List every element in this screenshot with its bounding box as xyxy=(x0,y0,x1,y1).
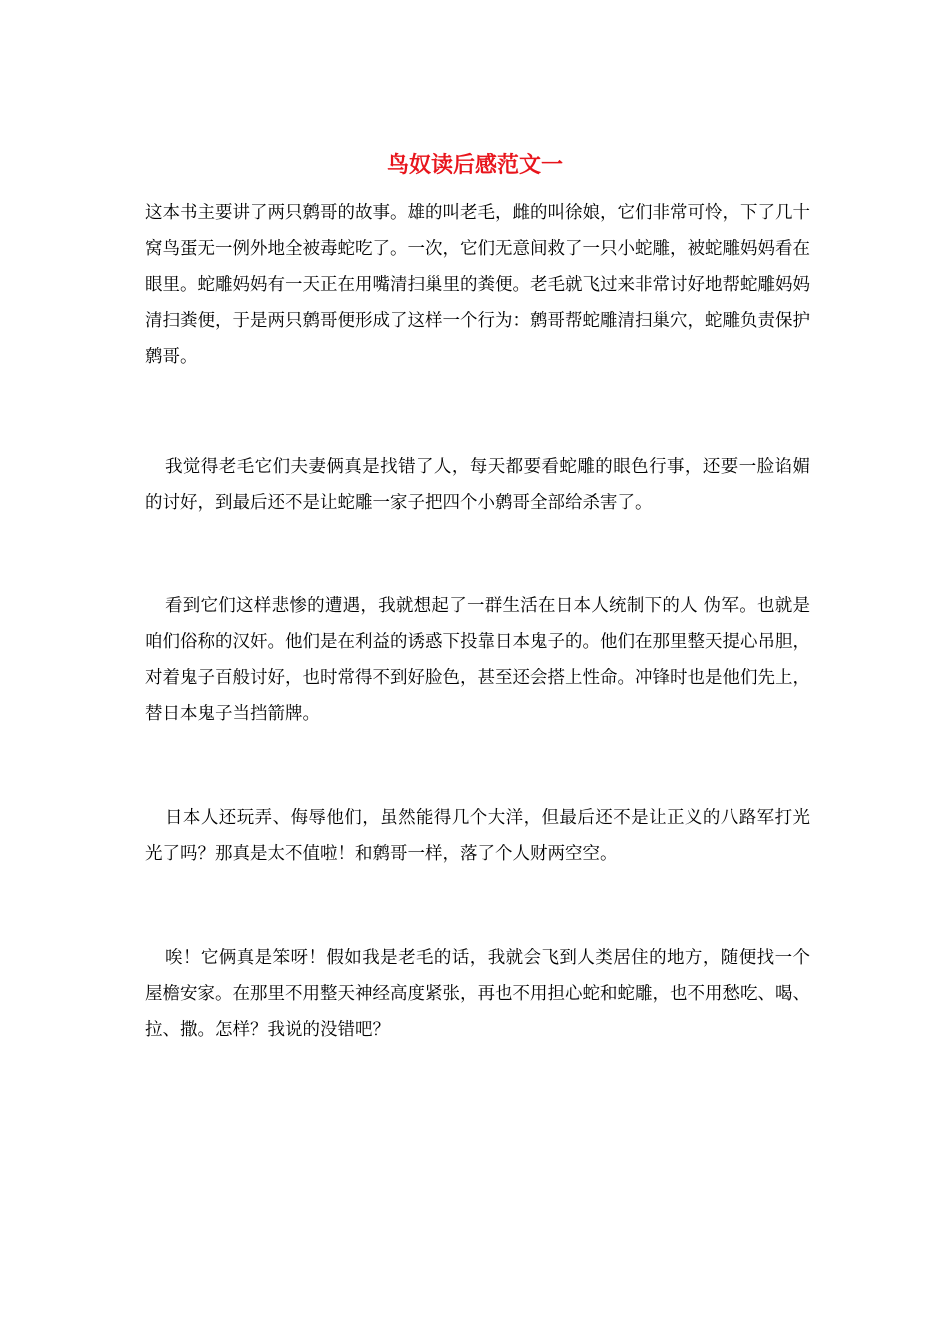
paragraph-2: 我觉得老毛它们夫妻俩真是找错了人，每天都要看蛇雕的眼色行事，还要一脸谄媚的讨好，到最后还不是让蛇雕一家子把四个小鹩哥全部给杀害了。 xyxy=(145,457,810,513)
paragraph-1: 这本书主要讲了两只鹩哥的故事。雄的叫老毛，雌的叫徐娘，它们非常可怜，下了几十窝鸟蛋无一例外地全被毒蛇吃了。一次，它们无意间救了一只小蛇雕，被蛇雕妈妈看在眼里。蛇雕妈妈有一天正在用嘴清扫巢里的粪便。老毛就飞过来非常讨好地帮蛇雕妈妈清扫粪便，于是两只鹩哥便形成了这样一个行为：鹩哥帮蛇雕清扫巢穴，蛇雕负责保护鹩哥。 xyxy=(145,203,810,367)
document-title: 鸟奴读后感范文一 xyxy=(386,152,563,178)
paragraph-5: 唉！它俩真是笨呀！假如我是老毛的话，我就会飞到人类居住的地方，随便找一个屋檐安家。在那里不用整天神经高度紧张，再也不用担心蛇和蛇雕，也不用愁吃、喝、拉、撒。怎样？我说的没错吧？ xyxy=(145,948,810,1040)
paragraph-3: 看到它们这样悲惨的遭遇，我就想起了一群生活在日本人统制下的人 伪军。也就是咱们俗称的汉奸。他们是在利益的诱惑下投靠日本鬼子的。他们在那里整天提心吊胆，对着鬼子百般讨好，也时常得不到好脸色，甚至还会搭上性命。冲锋时也是他们先上，替日本鬼子当挡箭牌。 xyxy=(145,596,810,724)
paragraph-4: 日本人还玩弄、侮辱他们，虽然能得几个大洋，但最后还不是让正义的八路军打光光了吗？那真是太不值啦！和鹩哥一样，落了个人财两空空。 xyxy=(145,808,810,864)
